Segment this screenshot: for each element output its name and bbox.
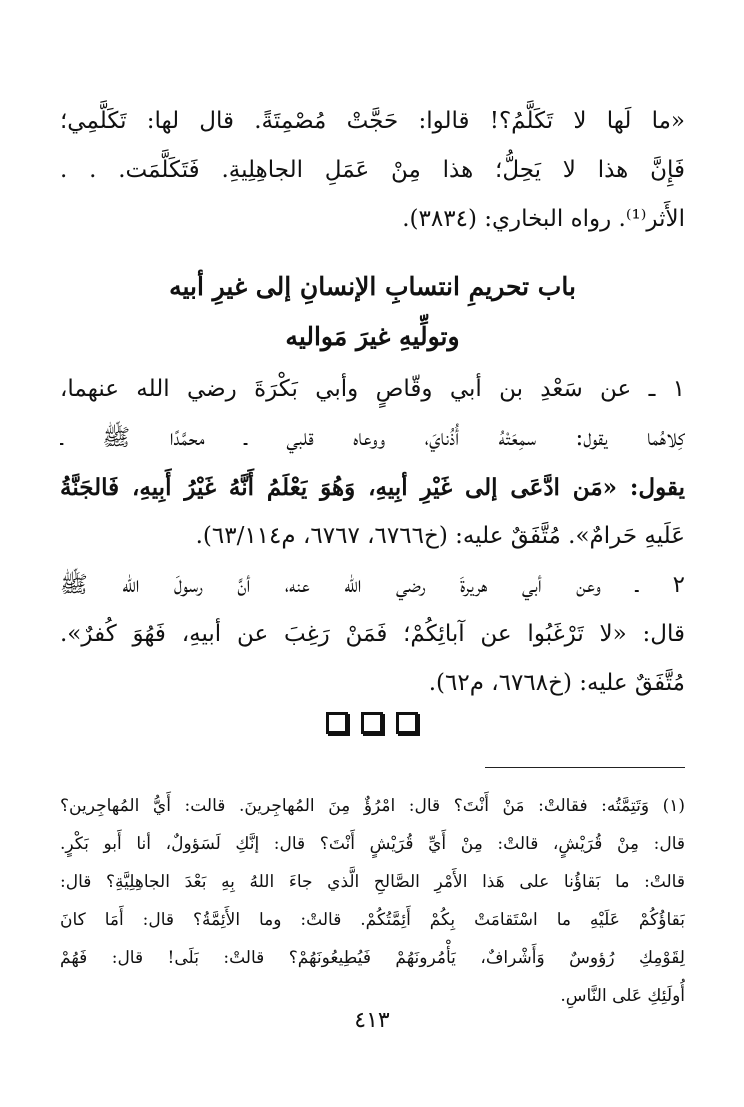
hadith-1-line: كِلاهُما يقول: سمِعَتْهُ أُذُنايَ، ووعاه قلبي ـ محمَّدًا ﷺ ـ bbox=[60, 425, 685, 451]
footnote bbox=[60, 787, 685, 1015]
page-number: ٤١٣ bbox=[354, 1008, 390, 1033]
top-paragraph-line: فَإِنَّ هذا لا يَحِلُّ؛ هذا مِنْ عَمَلِ الجاهِلِيةِ. فَتَكَلَّمَت. . . bbox=[60, 157, 685, 183]
footnote-line: قالتْ: ما بَقاؤُنا على هَذا الأَمْرِ الصَّالحِ الَّذي جاءَ اللهُ بِهِ بَعْدَ الجاهِلِيَّةِ؟ قال: bbox=[60, 872, 685, 892]
hadith-1-line: عَلَيهِ حَرامٌ». مُتَّفَقٌ عليه: (خ٦٧٦٦، ٦٧٦٧، م٦٣/١١٤). bbox=[195, 523, 685, 549]
hadith-1-line: يقول: «مَن ادَّعَى إلى غَيْرِ أبِيهِ، وَهُوَ يَعْلَمُ أَنَّهُ غَيْرُ أَبِيهِ، فَالجَنَّةُ bbox=[60, 474, 685, 501]
section-separator bbox=[0, 712, 744, 734]
separator-box-icon bbox=[326, 712, 348, 734]
top-paragraph-line: «ما لَها لا تَكَلَّمُ؟! قالوا: حَجَّتْ مُصْمِتَةً. قال لها: تَكَلَّمِي؛ bbox=[60, 108, 685, 134]
footnote-line: أُولَئِكِ عَلى النَّاسِ. bbox=[560, 986, 685, 1006]
top-paragraph-line: الأَثر⁽¹⁾. رواه البخاري: (٣٨٣٤). bbox=[402, 206, 685, 232]
top-paragraph bbox=[60, 97, 685, 244]
hadith-1-line: ١ ـ عن سَعْدِ بن أبي وقّاصٍ وأبي بَكْرَةَ رضي الله عنهما، bbox=[60, 376, 685, 402]
chapter-heading bbox=[60, 262, 685, 362]
chapter-heading-line-2: وتولِّيهِ غيرَ مَواليه bbox=[285, 322, 460, 351]
footnote-line: بَقاؤُكُمْ عَلَيْهِ ما اسْتَقامَتْ بِكُمْ أَئِمَّتُكُمْ. قالتْ: وما الأَئِمَّةُ؟ قال: أَمَا كانَ bbox=[60, 910, 685, 930]
hadith-1-paragraph bbox=[60, 365, 685, 561]
hadith-2-paragraph bbox=[60, 561, 685, 708]
footnote-divider bbox=[485, 767, 685, 768]
hadith-2-line: مُتَّفَقٌ عليه: (خ٦٧٦٨، م٦٢). bbox=[428, 670, 685, 696]
hadith-2-line: ٢ ـ وعن أبي هريرةَ رضي الله عنه، أنَّ رسولَ الله ﷺ bbox=[60, 572, 685, 598]
hadith-2-line: قال: «لا تَرْغَبُوا عن آبائِكُمْ؛ فَمَنْ رَغِبَ عن أبيهِ، فَهُوَ كُفرٌ». bbox=[60, 621, 685, 647]
separator-box-icon bbox=[396, 712, 418, 734]
separator-box-icon bbox=[361, 712, 383, 734]
footnote-line: لِقَوْمِكِ رُؤوسٌ وَأَشْرافٌ، يَأْمُرونَهُمْ فَيُطِيعُونَهُمْ؟ قالتْ: بَلَى! قال: فَهُمْ bbox=[60, 948, 685, 968]
footnote-line: (١) وَتَتِمَّتُه: فقالتْ: مَنْ أَنْتَ؟ قال: امْرُؤٌ مِنَ المُهاجِرينَ. قالت: أَيُّ المُهاجِرين؟ bbox=[60, 796, 685, 816]
chapter-heading-line-1: باب تحريمِ انتسابِ الإنسانِ إلى غيرِ أبيه bbox=[169, 272, 576, 301]
footnote-line: قال: مِنْ قُرَيْشٍ، قالتْ: مِنْ أَيِّ قُرَيْشٍ أَنْتَ؟ قال: إنَّكِ لَسَؤولٌ، أنا أَبو بَكْرٍ. bbox=[60, 834, 685, 854]
